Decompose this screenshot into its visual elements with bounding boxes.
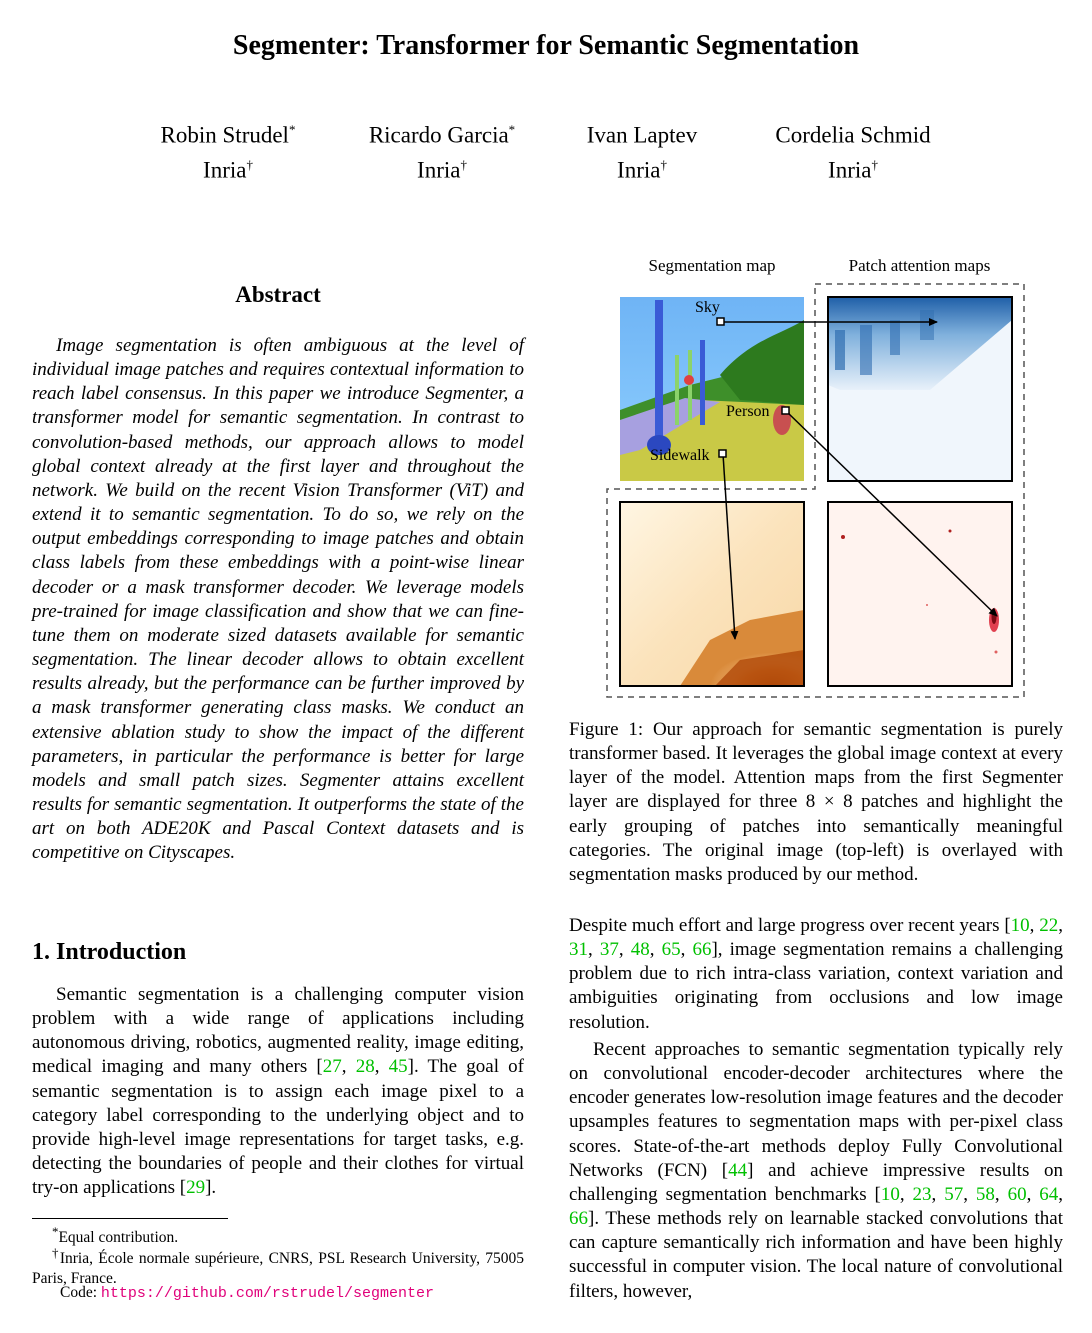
- figure-1: [600, 280, 1030, 700]
- figure-caption: Figure 1: Our approach for semantic segmentation is purely transformer based. It leverages the global image context at every layer of the model. Attention maps from the first Segmenter layer are displayed for three 8 × 8 patches and highlight the early grouping of patches into semantically meaningful categories. The original image (top-left) is overlayed with segmentation masks produced by our method.: [569, 719, 1063, 885]
- citation-link[interactable]: 66: [692, 939, 712, 961]
- author-name: Ricardo Garcia: [368, 122, 509, 148]
- person-attention-map: [828, 502, 1012, 686]
- figure-label-segmentation-map: Segmentation map: [648, 256, 776, 275]
- code-label: Code:: [60, 1284, 101, 1301]
- author-name: Cordelia Schmid: [775, 122, 931, 148]
- citation-link[interactable]: 64: [1039, 1183, 1059, 1205]
- affiliation-mark: †: [246, 156, 253, 172]
- author-mark: *: [508, 122, 516, 137]
- segmentation-map-image: [620, 297, 804, 481]
- citation-link[interactable]: 23: [912, 1183, 932, 1205]
- author-1: [128, 115, 328, 184]
- intro-paragraph-3: Recent approaches to semantic segmentation typically rely on convolutional encoder-decoder architectures where the encoder generates low-resolution image features and the decoder upsamples features to segmentation maps with per-pixel class scores. State-of-the-art methods deploy Fully Convolutional Networks (FCN) [44] and achieve impressive results on challenging segmentation benchmarks [10, 23, 57, 58, 60, 64, 66]. These methods rely on learnable stacked convolutions that can capture semantically rich information and have been highly successful in computer vision. The local nature of convolutional filters, however,: [569, 1039, 1064, 1302]
- person-patch-marker: [782, 407, 789, 414]
- citation-link[interactable]: 65: [661, 939, 681, 961]
- author-mark: *: [288, 122, 296, 137]
- footnote-rule: [32, 1218, 228, 1219]
- citation-link[interactable]: 22: [1039, 915, 1059, 936]
- affiliation-mark: †: [871, 156, 878, 172]
- author-name: Ivan Laptev: [586, 122, 698, 148]
- sky-attention-map: [828, 297, 1012, 481]
- citation-link[interactable]: 31: [569, 939, 588, 961]
- citation-link[interactable]: 66: [569, 1208, 588, 1230]
- citation-link[interactable]: 28: [355, 1056, 375, 1078]
- citation-link[interactable]: 29: [186, 1177, 206, 1199]
- affiliation-mark: †: [660, 156, 667, 172]
- author-affiliation: Inria: [828, 157, 872, 183]
- intro-text: ].: [205, 1177, 217, 1199]
- figure-label-patch-attention: Patch attention maps: [848, 256, 991, 275]
- intro-text: Semantic segmentation is a challenging computer vision problem with a wide range of applications including autonomous driving, robotics, augmented reality, image editing, medical imaging and many others [: [32, 984, 524, 1078]
- citation-link[interactable]: 58: [975, 1183, 995, 1205]
- label-sidewalk: Sidewalk: [650, 447, 710, 464]
- citation-link[interactable]: 45: [388, 1056, 408, 1078]
- footnote-mark: †: [52, 1245, 60, 1260]
- body-text: Recent approaches to semantic segmentation typically rely on convolutional encoder-decoder architectures where the encoder generates low-resolution image features and the decoder upsamples features to segmentation maps with per-pixel class scores. State-of-the-art methods deploy Fully Convolutional Networks (FCN) [: [569, 1039, 1063, 1181]
- citation-link[interactable]: 60: [1007, 1183, 1027, 1205]
- label-person: Person: [726, 403, 770, 420]
- paper-title: Segmenter: Transformer for Semantic Segmentation: [232, 30, 860, 61]
- footnote-text: Equal contribution.: [58, 1229, 179, 1247]
- sidewalk-attention-map: [620, 502, 804, 686]
- abstract-text: Image segmentation is often ambiguous at the level of individual image patches and requires contextual information to reach label consensus. In this paper we introduce Segmenter, a transformer model for semantic segmentation. In contrast to convolution-based methods, our approach allows to model global context already at the first layer and throughout the network. We build on the recent Vision Transformer (ViT) and extend it to semantic segmentation. To do so, we rely on the output embeddings corresponding to image patches and obtain class labels from these embeddings with a point-wise linear decoder or a mask transformer decoder. We leverage models pre-trained for image classification and show that we can fine-tune them on moderate sized datasets available for semantic segmentation. The linear decoder allows to obtain excellent results already, but the performance can be further improved by a mask transformer generating class masks. We conduct an extensive ablation study to show the impact of the different parameters, in particular the performance is better for large models and small patch sizes. Segmenter attains excellent results for semantic segmentation. It outperforms the state of the art on both ADE20K and Pascal Context datasets and is competitive on Cityscapes.: [32, 335, 524, 864]
- intro-paragraph: [32, 983, 524, 1200]
- body-text: ] and achieve impressive results on challenging segmentation benchmarks [: [569, 1159, 1063, 1205]
- code-url-link[interactable]: https://github.com/rstrudel/segmenter: [100, 1285, 434, 1302]
- footnote-text: Inria, École normale supérieure, CNRS, PSL Research University, 75005 Paris, France.: [32, 1250, 525, 1288]
- body-text: ], image segmentation remains a challenging problem due to rich intra-class variation, context variation and ambiguities originating from occlusions and low image resolution.: [569, 939, 1063, 1033]
- citation-link[interactable]: 48: [630, 939, 650, 961]
- sky-patch-marker: [717, 318, 724, 325]
- citation-link[interactable]: 57: [944, 1183, 964, 1205]
- affiliation-mark: †: [460, 156, 467, 172]
- citation-link[interactable]: 37: [599, 939, 619, 961]
- footnote-mark: *: [52, 1224, 59, 1239]
- body-text: ]. These methods rely on learnable stacked convolutions that can capture semantically rich information and have been highly successful in computer vision. The local nature of convolutional filters, however,: [569, 1208, 1063, 1302]
- footnote-code: [60, 1283, 434, 1304]
- citation-separator: ,: [374, 1056, 389, 1078]
- citation-link[interactable]: 27: [322, 1056, 342, 1078]
- author-name: Robin Strudel: [160, 122, 289, 148]
- abstract-heading: Abstract: [235, 282, 321, 307]
- body-text: Despite much effort and large progress over recent years [: [569, 915, 1011, 936]
- author-affiliation: Inria: [617, 157, 661, 183]
- intro-text: ]. The goal of semantic segmentation is to assign each image pixel to a category label corresponding to the underlying object and to provide high-level image representations for target tasks, e.g. detecting the boundaries of people and their clothes for virtual try-on applications [: [32, 1056, 524, 1199]
- label-sky: Sky: [695, 299, 720, 316]
- author-affiliation: Inria: [417, 157, 461, 183]
- section-heading-introduction: 1. Introduction: [32, 939, 187, 965]
- author-2: [342, 115, 542, 184]
- intro-paragraph-2: Despite much effort and large progress over recent years [10, 22, 31, 37, 48, 65, 66], image segmentation remains a challenging problem due to rich intra-class variation, context variation and ambiguities originating from occlusions and low image resolution.: [569, 915, 1063, 1033]
- sidewalk-patch-marker: [719, 450, 726, 457]
- citation-link[interactable]: 10: [1010, 915, 1030, 936]
- citation-link[interactable]: 10: [880, 1183, 900, 1205]
- author-3: [542, 115, 742, 184]
- citation-separator: ,: [341, 1056, 356, 1078]
- citation-link[interactable]: 44: [728, 1159, 748, 1181]
- author-4: [748, 115, 958, 184]
- author-affiliation: Inria: [203, 157, 247, 183]
